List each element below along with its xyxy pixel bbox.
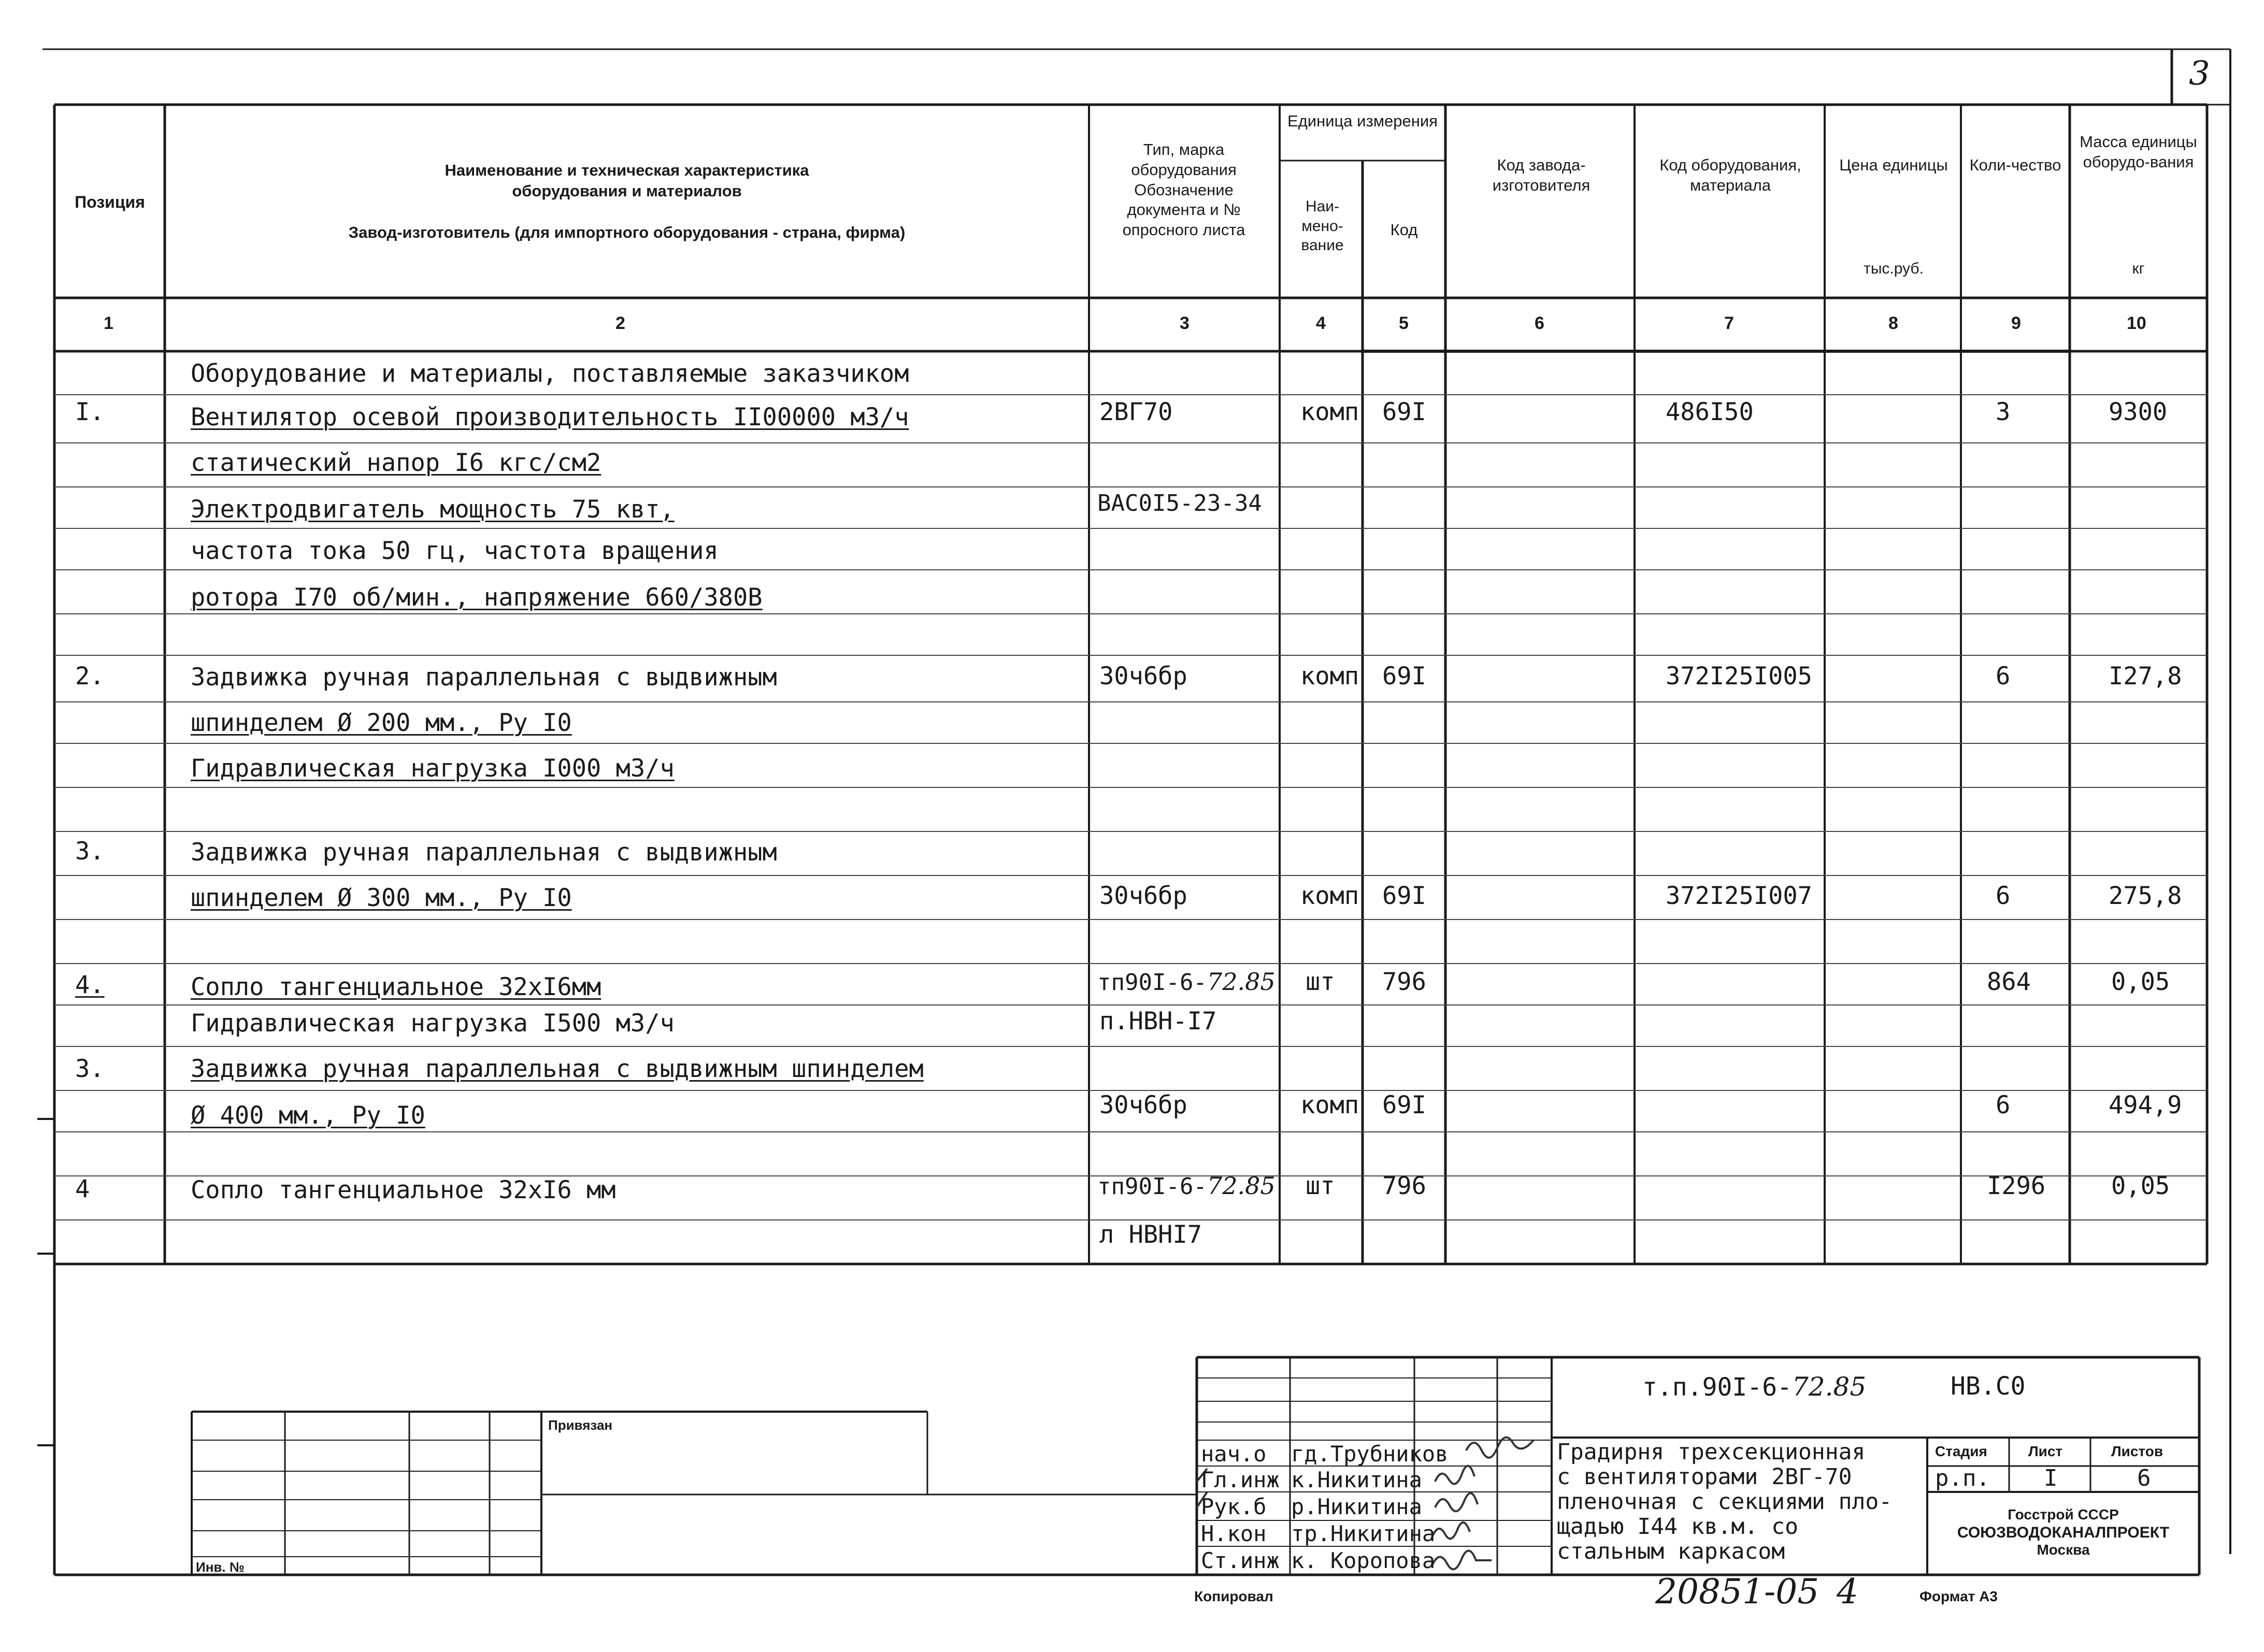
col-number-8: 8: [1888, 313, 1898, 333]
header-unit-name: Наи-мено-вание: [1301, 198, 1344, 254]
object-title-line1: Градирня трехсекционная: [1557, 1439, 1866, 1465]
signature-name: р.Никитина: [1291, 1494, 1422, 1519]
header-type: Тип, марка оборудования Обозначение документа и № опросного листа: [1122, 140, 1245, 239]
col-number-9: 9: [2011, 313, 2021, 333]
row-type-handwritten: 72.85: [1207, 968, 1276, 996]
row-unit: комп: [1300, 398, 1359, 426]
row-name: Задвижка ручная параллельная с выдвижным: [191, 838, 777, 867]
row-mass: 0,05: [2111, 968, 2170, 996]
object-title-line2: с вентиляторами 2ВГ-70: [1557, 1464, 1852, 1490]
row-type-handwritten: 72.85: [1207, 1172, 1276, 1200]
object-title-line4: щадью I44 кв.м. со: [1557, 1514, 1798, 1540]
sheets-label: Листов: [2111, 1443, 2163, 1459]
header-name-line3: Завод-изготовитель (для импортного оборудования - страна, фирма): [348, 223, 906, 241]
row-position: I.: [75, 398, 105, 426]
header-quantity: Коли-чество: [1969, 156, 2061, 174]
header-price-unit: тыс.руб.: [1864, 260, 1924, 277]
document-code: [1642, 1374, 1866, 1400]
row-type: п.НВН-I7: [1099, 1007, 1217, 1036]
signature-name: гд.Трубников: [1291, 1441, 1449, 1467]
organization-line3: Москва: [2037, 1542, 2090, 1558]
row-name: Электродвигатель мощность 75 квт,: [191, 495, 675, 524]
row-unit-code: 69I: [1382, 1091, 1426, 1119]
row-unit-code: 69I: [1382, 882, 1426, 910]
row-position: 2.: [75, 662, 105, 691]
header-unit-code: Код: [1390, 221, 1418, 239]
col-number-4: 4: [1316, 313, 1326, 333]
row-name: Гидравлическая нагрузка I500 м3/ч: [191, 1009, 675, 1038]
header-mass: Масса единицы оборудо-вания: [2080, 133, 2197, 171]
row-quantity: 3: [1996, 398, 2011, 426]
row-type: 30ч6бр: [1099, 662, 1187, 691]
row-type: [1097, 970, 1276, 994]
sheet-number: 3: [2189, 54, 2210, 93]
row-type: [1097, 1174, 1276, 1198]
row-name: Гидравлическая нагрузка I000 м3/ч: [191, 754, 675, 783]
col-number-7: 7: [1724, 313, 1734, 333]
sheet-label: Лист: [2028, 1443, 2063, 1459]
row-type-printed: тп90I-6-: [1097, 1173, 1207, 1200]
col-number-3: 3: [1180, 313, 1190, 333]
col-number-10: 10: [2127, 313, 2146, 333]
handwritten-number: 20851-05: [1655, 1572, 1819, 1612]
row-mass: I27,8: [2109, 662, 2182, 691]
row-position: 3.: [75, 837, 105, 866]
organization-line1: Госстрой СССР: [2008, 1506, 2119, 1522]
signature-role: Ст.инж: [1201, 1548, 1280, 1573]
row-name: Задвижка ручная параллельная с выдвижным: [191, 663, 777, 692]
row-name: Сопло тангенциальное 32хI6мм: [191, 973, 601, 1001]
row-unit-code: 69I: [1382, 662, 1426, 691]
header-name-line2: оборудования и материалов: [512, 182, 742, 200]
row-mass: 494,9: [2109, 1091, 2182, 1119]
row-unit: комп: [1300, 662, 1359, 691]
signature-role: Н.кон: [1201, 1521, 1267, 1546]
header-unit: Единица измерения: [1287, 112, 1438, 130]
row-quantity: 6: [1996, 882, 2011, 910]
row-name: статический напор I6 кгс/см2: [191, 449, 601, 477]
header-mass-unit: кг: [2132, 260, 2145, 277]
row-unit-code: 796: [1382, 1172, 1426, 1200]
privyazan-label: Привязан: [548, 1417, 613, 1433]
row-name: Ø 400 мм., Ру I0: [191, 1101, 425, 1130]
object-title-line5: стальным каркасом: [1557, 1539, 1785, 1564]
row-type: 30ч6бр: [1099, 1091, 1187, 1119]
signature-name: к.Никитина: [1291, 1467, 1422, 1492]
row-type-printed: тп90I-6-: [1097, 969, 1207, 996]
row-mass: 0,05: [2111, 1172, 2170, 1200]
row-equipment-code: 372I25I007: [1666, 882, 1812, 910]
row-unit: комп: [1300, 1091, 1359, 1119]
row-name: шпинделем Ø 300 мм., Ру I0: [191, 884, 572, 912]
row-unit: комп: [1300, 882, 1359, 910]
row-type: л НВНI7: [1099, 1220, 1202, 1249]
sheet-value: I: [2044, 1465, 2058, 1491]
document-code-printed: т.п.90I-6-: [1642, 1373, 1792, 1402]
sheets-value: 6: [2137, 1465, 2151, 1491]
object-title-line3: пленочная с секциями пло-: [1557, 1489, 1893, 1515]
document-mark: НВ.С0: [1951, 1372, 2026, 1401]
row-mass: 9300: [2109, 398, 2168, 426]
row-type: ВАС0I5-23-34: [1097, 490, 1262, 516]
signature-role: нач.о: [1201, 1441, 1267, 1467]
header-price: Цена единицы: [1839, 156, 1948, 174]
row-position: 4.: [75, 971, 105, 999]
signature-name: к. Коропова: [1291, 1548, 1436, 1573]
kopiroval-label: Копировал: [1194, 1588, 1273, 1604]
header-position: Позиция: [75, 193, 145, 211]
handwritten-sheet: 4: [1837, 1572, 1858, 1612]
row-name: Задвижка ручная параллельная с выдвижным шпинделем: [191, 1055, 924, 1083]
row-name: Вентилятор осевой производительность II00000 м3/ч: [191, 403, 909, 432]
row-position: 4: [75, 1175, 90, 1203]
row-unit-code: 69I: [1382, 398, 1426, 426]
row-name: ротора I70 об/мин., напряжение 660/380В: [191, 583, 763, 612]
signature-name: тр.Никитина: [1291, 1521, 1436, 1546]
stage-label: Стадия: [1935, 1443, 1987, 1459]
row-equipment-code: 486I50: [1666, 398, 1754, 426]
row-name: шпинделем Ø 200 мм., Ру I0: [191, 709, 572, 737]
row-name: Оборудование и материалы, поставляемые заказчиком: [191, 360, 909, 388]
row-quantity: 864: [1987, 968, 2031, 996]
col-number-2: 2: [615, 313, 625, 333]
col-number-5: 5: [1399, 313, 1409, 333]
row-name: Сопло тангенциальное 32хI6 мм: [191, 1176, 616, 1204]
document-code-handwritten: 72.85: [1792, 1372, 1867, 1402]
row-type: 30ч6бр: [1099, 882, 1187, 910]
row-type: 2ВГ70: [1099, 398, 1173, 426]
col-number-1: 1: [104, 313, 113, 333]
row-quantity: 6: [1996, 1091, 2011, 1119]
stage-value: р.п.: [1935, 1465, 1990, 1491]
row-quantity: 6: [1996, 662, 2011, 691]
row-name: частота тока 50 гц, частота вращения: [191, 537, 719, 565]
row-unit: шт: [1306, 1172, 1335, 1200]
header-equipment-code: Код оборудования, материала: [1659, 156, 1801, 194]
header-factory-code: Код завода-изготовителя: [1492, 156, 1590, 194]
row-unit-code: 796: [1382, 968, 1426, 996]
row-equipment-code: 372I25I005: [1666, 662, 1812, 691]
signature-role: Гл.инж: [1201, 1467, 1280, 1492]
inventory-number-label: Инв. №: [196, 1559, 245, 1575]
organization-line2: СОЮЗВОДОКАНАЛПРОЕКТ: [1957, 1524, 2170, 1541]
header-name-line1: Наименование и техническая характеристика: [445, 161, 809, 179]
row-mass: 275,8: [2109, 882, 2182, 910]
row-position: 3.: [75, 1055, 105, 1083]
row-quantity: I296: [1987, 1172, 2046, 1200]
col-number-6: 6: [1535, 313, 1544, 333]
format-label: Формат А3: [1919, 1588, 1998, 1604]
row-unit: шт: [1306, 968, 1335, 996]
signature-role: Рук.б: [1201, 1494, 1267, 1519]
